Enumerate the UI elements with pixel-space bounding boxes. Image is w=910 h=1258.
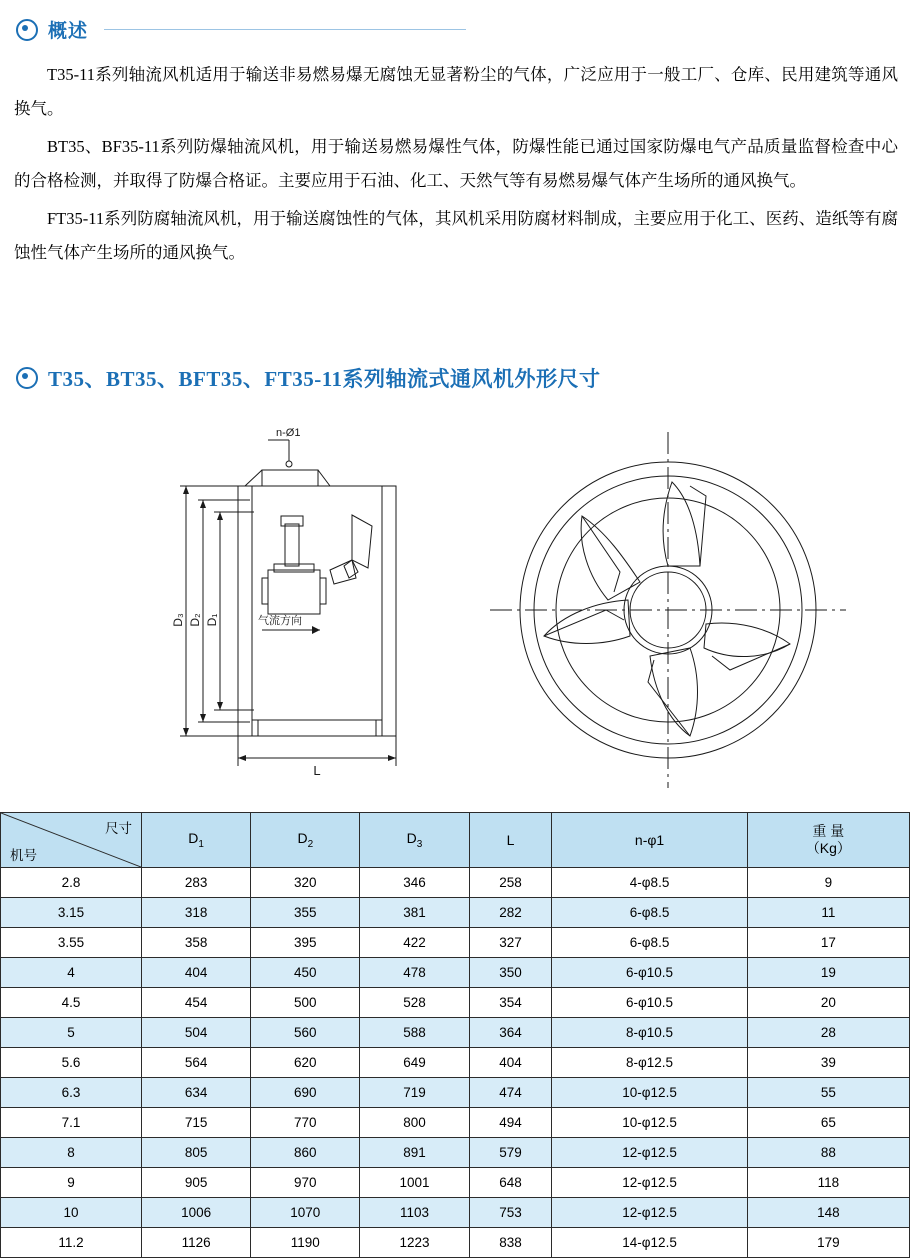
- header-n-phi: n-φ1: [552, 813, 747, 868]
- cell-model: 2.8: [1, 868, 142, 898]
- cell-d1: 564: [142, 1048, 251, 1078]
- cell-model: 9: [1, 1168, 142, 1198]
- cell-model: 6.3: [1, 1078, 142, 1108]
- cell-d3: 891: [360, 1138, 469, 1168]
- cell-d3: 800: [360, 1108, 469, 1138]
- cell-weight: 11: [747, 898, 909, 928]
- cell-l: 354: [469, 988, 552, 1018]
- overview-paragraph-2: BT35、BF35-11系列防爆轴流风机，用于输送易燃易爆性气体，防爆性能已通过国家防爆电气产品质量监督检查中心的合格检测，并取得了防爆合格证。主要应用于石油、化工、天然气等有易燃易爆气体产生场所的通风换气。: [14, 137, 898, 190]
- cell-weight: 17: [747, 928, 909, 958]
- header-weight-line1: 重 量: [812, 823, 845, 839]
- header-l: L: [469, 813, 552, 868]
- cell-d3: 528: [360, 988, 469, 1018]
- cell-d2: 620: [251, 1048, 360, 1078]
- cell-model: 11.2: [1, 1228, 142, 1258]
- overview-heading-text: 概述: [48, 21, 89, 42]
- cell-l: 494: [469, 1108, 552, 1138]
- cell-n-phi: 8-φ12.5: [552, 1048, 747, 1078]
- cell-model: 8: [1, 1138, 142, 1168]
- drawing-svg: [0, 420, 910, 810]
- overview-paragraph-1: T35-11系列轴流风机适用于输送非易燃易爆无腐蚀无显著粉尘的气体，广泛应用于一般工厂、仓库、民用建筑等通风换气。: [14, 65, 898, 118]
- cell-weight: 118: [747, 1168, 909, 1198]
- cell-model: 3.15: [1, 898, 142, 928]
- cell-weight: 148: [747, 1198, 909, 1228]
- cell-d2: 395: [251, 928, 360, 958]
- cell-d1: 1006: [142, 1198, 251, 1228]
- cell-d2: 1070: [251, 1198, 360, 1228]
- dimensions-section-heading: [8, 363, 910, 393]
- cell-d3: 381: [360, 898, 469, 928]
- table-row: [1, 1228, 910, 1258]
- corner-model-label: 机号: [10, 848, 37, 863]
- table-row: [1, 988, 910, 1018]
- label-n-phi-1: n-Ø1: [276, 427, 301, 439]
- label-d1: D₁: [205, 613, 219, 627]
- cell-d1: 283: [142, 868, 251, 898]
- cell-n-phi: 12-φ12.5: [552, 1198, 747, 1228]
- cell-d2: 970: [251, 1168, 360, 1198]
- cell-d3: 588: [360, 1018, 469, 1048]
- cell-d1: 1126: [142, 1228, 251, 1258]
- cell-weight: 20: [747, 988, 909, 1018]
- cell-n-phi: 12-φ12.5: [552, 1138, 747, 1168]
- cell-d3: 1223: [360, 1228, 469, 1258]
- cell-d1: 454: [142, 988, 251, 1018]
- table-row: [1, 958, 910, 988]
- overview-body: [14, 58, 898, 274]
- label-airflow: 气流方向: [258, 615, 302, 627]
- corner-size-label: 尺寸: [105, 821, 132, 836]
- cell-n-phi: 4-φ8.5: [552, 868, 747, 898]
- cell-l: 648: [469, 1168, 552, 1198]
- table-header-row: [1, 813, 910, 868]
- cell-d3: 346: [360, 868, 469, 898]
- label-l: L: [313, 763, 321, 778]
- cell-model: 10: [1, 1198, 142, 1228]
- cell-l: 474: [469, 1078, 552, 1108]
- cell-d2: 690: [251, 1078, 360, 1108]
- cell-model: 4: [1, 958, 142, 988]
- table-row: [1, 868, 910, 898]
- cell-n-phi: 12-φ12.5: [552, 1168, 747, 1198]
- cell-d2: 560: [251, 1018, 360, 1048]
- header-d2: $D_2$: [251, 813, 360, 868]
- fan-technical-drawing: [0, 420, 910, 810]
- cell-d1: 358: [142, 928, 251, 958]
- cell-n-phi: 10-φ12.5: [552, 1078, 747, 1108]
- cell-model: 3.55: [1, 928, 142, 958]
- dimensions-heading-text: T35、BT35、BFT35、FT35-11系列轴流式通风机外形尺寸: [48, 367, 601, 391]
- cell-weight: 88: [747, 1138, 909, 1168]
- cell-n-phi: 14-φ12.5: [552, 1228, 747, 1258]
- cell-d1: 634: [142, 1078, 251, 1108]
- table-row: [1, 1078, 910, 1108]
- cell-model: 7.1: [1, 1108, 142, 1138]
- header-weight-line2: （Kg）: [805, 840, 851, 856]
- table-row: [1, 1108, 910, 1138]
- table-row: [1, 1018, 910, 1048]
- header-weight: [747, 813, 909, 868]
- cell-n-phi: 6-φ8.5: [552, 928, 747, 958]
- cell-d1: 905: [142, 1168, 251, 1198]
- cell-d2: 320: [251, 868, 360, 898]
- table-body: [1, 868, 910, 1258]
- cell-l: 364: [469, 1018, 552, 1048]
- cell-d3: 719: [360, 1078, 469, 1108]
- cell-model: 5.6: [1, 1048, 142, 1078]
- bullet-ring-icon: [16, 367, 38, 389]
- cell-d1: 404: [142, 958, 251, 988]
- cell-weight: 19: [747, 958, 909, 988]
- cell-l: 404: [469, 1048, 552, 1078]
- label-d3: D₃: [171, 613, 185, 627]
- cell-weight: 179: [747, 1228, 909, 1258]
- cell-model: 5: [1, 1018, 142, 1048]
- cell-l: 350: [469, 958, 552, 988]
- cell-n-phi: 6-φ10.5: [552, 958, 747, 988]
- dimensions-table: [0, 812, 910, 1258]
- label-d2: D₂: [188, 613, 202, 627]
- cell-d2: 1190: [251, 1228, 360, 1258]
- cell-weight: 9: [747, 868, 909, 898]
- cell-weight: 55: [747, 1078, 909, 1108]
- overview-paragraph-3: FT35-11系列防腐轴流风机，用于输送腐蚀性的气体，其风机采用防腐材料制成，主要应用于化工、医药、造纸等有腐蚀性气体产生场所的通风换气。: [14, 209, 898, 262]
- heading-divider: [104, 29, 466, 30]
- cell-n-phi: 6-φ8.5: [552, 898, 747, 928]
- cell-d2: 450: [251, 958, 360, 988]
- cell-d1: 318: [142, 898, 251, 928]
- cell-d3: 478: [360, 958, 469, 988]
- overview-section-heading: [8, 16, 474, 43]
- header-d3: $D_3$: [360, 813, 469, 868]
- cell-weight: 28: [747, 1018, 909, 1048]
- cell-l: 753: [469, 1198, 552, 1228]
- table-row: [1, 1048, 910, 1078]
- table-row: [1, 1138, 910, 1168]
- cell-d2: 355: [251, 898, 360, 928]
- bullet-ring-icon: [16, 19, 38, 41]
- cell-n-phi: 6-φ10.5: [552, 988, 747, 1018]
- cell-l: 838: [469, 1228, 552, 1258]
- cell-d1: 504: [142, 1018, 251, 1048]
- cell-d2: 500: [251, 988, 360, 1018]
- cell-d3: 422: [360, 928, 469, 958]
- cell-l: 579: [469, 1138, 552, 1168]
- cell-d1: 805: [142, 1138, 251, 1168]
- cell-weight: 39: [747, 1048, 909, 1078]
- cell-d1: 715: [142, 1108, 251, 1138]
- cell-d3: 649: [360, 1048, 469, 1078]
- cell-l: 258: [469, 868, 552, 898]
- cell-d3: 1001: [360, 1168, 469, 1198]
- cell-l: 327: [469, 928, 552, 958]
- table-row: [1, 1198, 910, 1228]
- cell-l: 282: [469, 898, 552, 928]
- cell-d3: 1103: [360, 1198, 469, 1228]
- cell-n-phi: 8-φ10.5: [552, 1018, 747, 1048]
- cell-weight: 65: [747, 1108, 909, 1138]
- table-corner-cell: [1, 813, 142, 868]
- cell-d2: 860: [251, 1138, 360, 1168]
- cell-n-phi: 10-φ12.5: [552, 1108, 747, 1138]
- header-d1: $D_1$: [142, 813, 251, 868]
- table-row: [1, 898, 910, 928]
- cell-model: 4.5: [1, 988, 142, 1018]
- table-row: [1, 1168, 910, 1198]
- cell-d2: 770: [251, 1108, 360, 1138]
- table-row: [1, 928, 910, 958]
